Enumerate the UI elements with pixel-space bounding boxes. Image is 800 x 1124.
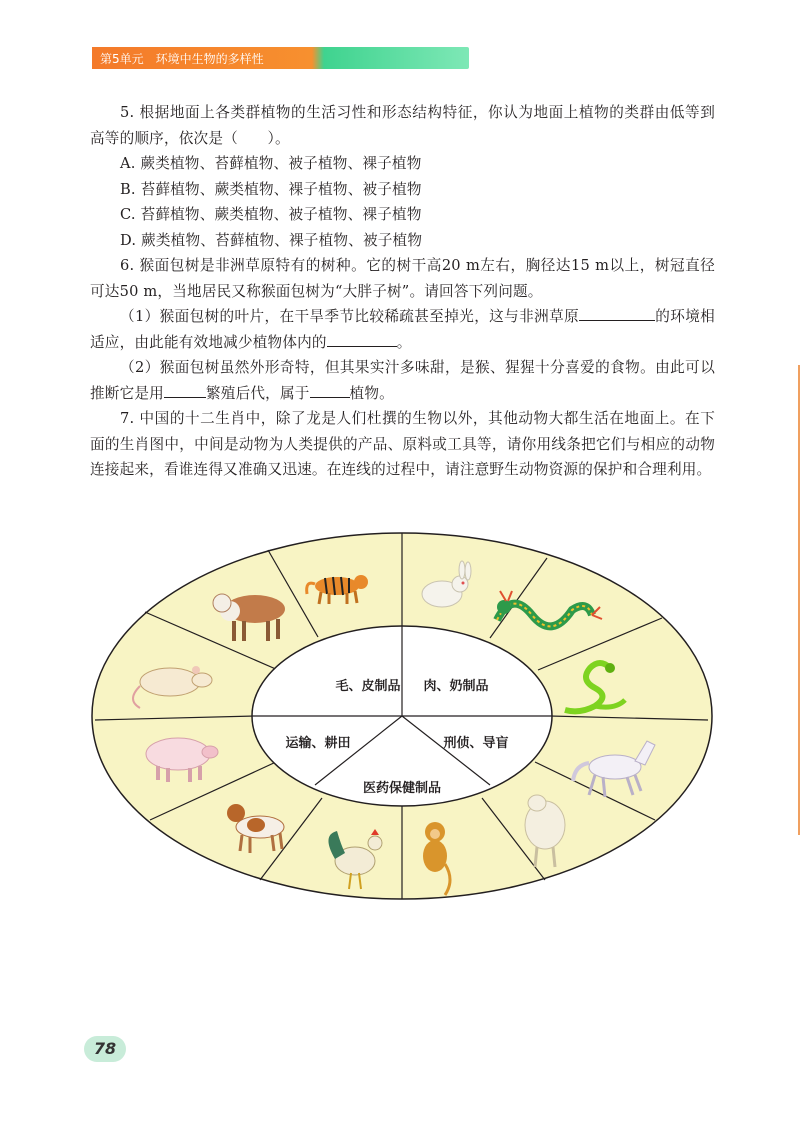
page-number: 78	[84, 1036, 126, 1062]
q5-option-d: D. 蕨类植物、苔藓植物、裸子植物、被子植物	[120, 231, 423, 249]
question-content	[90, 100, 715, 483]
chapter-header	[92, 47, 469, 69]
q6-part1: （1）猴面包树的叶片，在干旱季节比较稀疏甚至掉光，这与非洲草原 的环境相适应，由此能有效地减少植物体内的 。	[90, 304, 715, 355]
answer-blank[interactable]	[164, 381, 206, 398]
zodiac-diagram	[90, 530, 715, 920]
unit-title: 环境中生物的多样性	[155, 52, 264, 66]
q5-stem: 5. 根据地面上各类群植物的生活习性和形态结构特征，你认为地面上植物的类群由低等到高等的顺序，依次是（ ）。	[90, 104, 715, 147]
product-meat-milk[interactable]: 肉、奶制品	[423, 679, 489, 694]
product-police-guide[interactable]: 刑侦、导盲	[443, 736, 509, 751]
q5-option-c: C. 苔藓植物、蕨类植物、被子植物、裸子植物	[120, 206, 422, 223]
q5-option-a: A. 蕨类植物、苔藓植物、被子植物、裸子植物	[120, 155, 422, 172]
q5-option-b: B. 苔藓植物、蕨类植物、裸子植物、被子植物	[120, 180, 422, 198]
answer-blank[interactable]	[310, 381, 350, 398]
product-medicine[interactable]: 医药保健制品	[362, 781, 442, 796]
product-transport-plowing[interactable]: 运输、耕田	[285, 736, 351, 751]
answer-blank[interactable]	[579, 304, 655, 321]
q7-stem: 7. 中国的十二生肖中，除了龙是人们杜撰的生物以外，其他动物大都生活在地面上。在下面的生肖图中，中间是动物为人类提供的产品、原料或工具等，请你用线条把它们与相应的动物连接起来，看谁连得又准确又迅速。在连线的过程中，请注意野生动物资源的保护和合理利用。	[90, 410, 715, 478]
q6-part2: （2）猴面包树虽然外形奇特，但其果实汁多味甜，是猴、猩猩十分喜爱的食物。由此可以推断它是用 繁殖后代，属于 植物。	[90, 359, 715, 402]
product-fur-leather[interactable]: 毛、皮制品	[335, 679, 401, 694]
unit-label: 第5单元 环境中生物的多样性	[100, 52, 264, 66]
answer-blank[interactable]	[327, 330, 397, 347]
q6-stem: 6. 猴面包树是非洲草原特有的树种。它的树干高20 m左右，胸径达15 m以上，树冠直径可达50 m，当地居民又称猴面包树为“大胖子树”。请回答下列问题。	[90, 257, 715, 300]
